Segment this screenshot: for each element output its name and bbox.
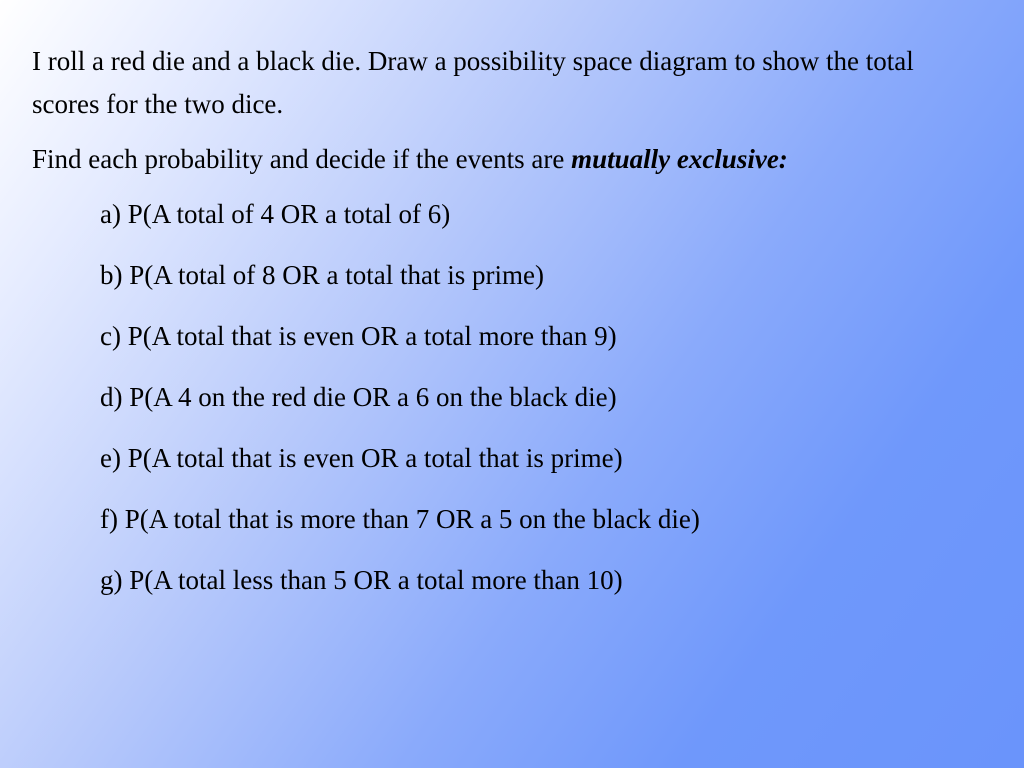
question-item-a: a) P(A total of 4 OR a total of 6) (100, 199, 451, 229)
question-item-d: d) P(A 4 on the red die OR a 6 on the black die) (100, 382, 617, 412)
slide-content (32, 40, 972, 624)
question-item-b: b) P(A total of 8 OR a total that is prime) (100, 260, 544, 290)
instruction-text: Find each probability and decide if the events are (32, 144, 572, 174)
question-item-g: g) P(A total less than 5 OR a total more than 10) (100, 565, 623, 595)
intro-paragraph: I roll a red die and a black die. Draw a possibility space diagram to show the total scores for the two dice. (32, 46, 914, 119)
question-item-f: f) P(A total that is more than 7 OR a 5 on the black die) (100, 504, 700, 534)
question-list (32, 197, 972, 597)
instruction-paragraph (32, 138, 972, 181)
question-item-e: e) P(A total that is even OR a total that is prime) (100, 443, 623, 473)
instruction-emphasis: mutually exclusive: (571, 144, 788, 174)
question-item-c: c) P(A total that is even OR a total more than 9) (100, 321, 617, 351)
